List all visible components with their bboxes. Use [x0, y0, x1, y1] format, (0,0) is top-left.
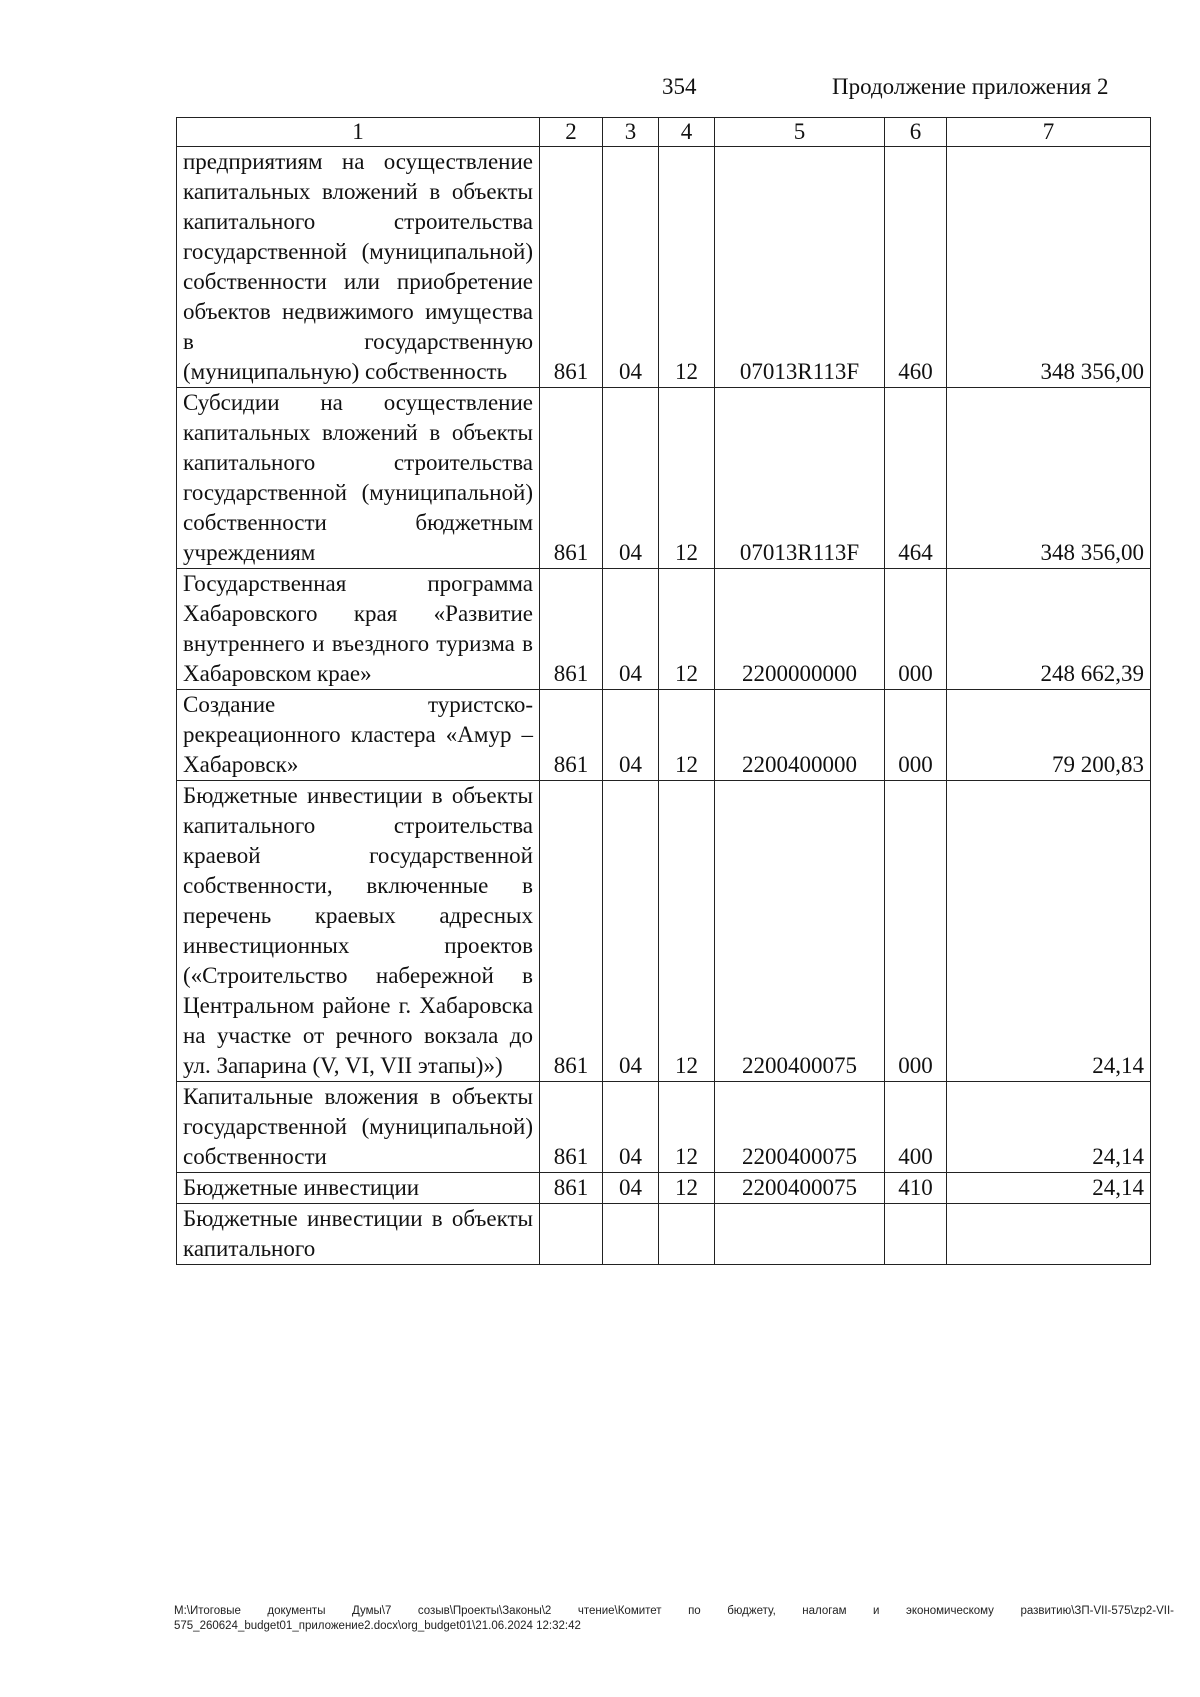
column-header: 5	[715, 118, 885, 147]
row-code-2: 861	[540, 781, 603, 1082]
row-code-5: 2200400000	[715, 690, 885, 781]
row-code-3	[603, 1204, 659, 1265]
row-code-6: 000	[885, 569, 947, 690]
row-code-5	[715, 1204, 885, 1265]
row-code-3: 04	[603, 1173, 659, 1204]
row-code-5: 2200400075	[715, 781, 885, 1082]
row-code-5: 2200400075	[715, 1082, 885, 1173]
row-code-6	[885, 1204, 947, 1265]
row-code-4	[659, 1204, 715, 1265]
row-description: предприятиям на осуществление капитальных вложений в объекты капитального строительства государственной (муниципальной) собственности или приобретение объектов недвижимого имущества в государственную (муниципальную) собственность	[177, 147, 540, 388]
column-header: 1	[177, 118, 540, 147]
table-row	[177, 569, 1151, 690]
row-amount: 348 356,00	[947, 147, 1151, 388]
table-row	[177, 147, 1151, 388]
row-code-5: 07013R113F	[715, 147, 885, 388]
row-code-2: 861	[540, 388, 603, 569]
row-code-6: 000	[885, 690, 947, 781]
row-description: Бюджетные инвестиции	[177, 1173, 540, 1204]
column-header: 2	[540, 118, 603, 147]
budget-table	[176, 117, 1151, 1265]
table-row	[177, 1082, 1151, 1173]
row-code-4: 12	[659, 1082, 715, 1173]
row-code-6: 400	[885, 1082, 947, 1173]
row-description: Бюджетные инвестиции в объекты капитального строительства краевой государственной собственности, включенные в перечень краевых адресных инвестиционных проектов («Строительство набережной в Центральном районе г. Хабаровска на участке от речного вокзала до ул. Запарина (V, VI, VII этапы)»)	[177, 781, 540, 1082]
row-code-3: 04	[603, 690, 659, 781]
row-code-6: 464	[885, 388, 947, 569]
row-code-4: 12	[659, 569, 715, 690]
row-code-4: 12	[659, 1173, 715, 1204]
row-code-5: 2200400075	[715, 1173, 885, 1204]
page-number: 354	[662, 74, 697, 99]
row-description: Создание туристско-рекреационного кластера «Амур – Хабаровск»	[177, 690, 540, 781]
table-row	[177, 1173, 1151, 1204]
row-code-3: 04	[603, 569, 659, 690]
row-code-4: 12	[659, 147, 715, 388]
row-code-6: 410	[885, 1173, 947, 1204]
column-header: 7	[947, 118, 1151, 147]
row-code-5: 2200000000	[715, 569, 885, 690]
row-amount	[947, 1204, 1151, 1265]
column-header: 4	[659, 118, 715, 147]
row-amount: 24,14	[947, 781, 1151, 1082]
row-code-3: 04	[603, 147, 659, 388]
row-code-3: 04	[603, 388, 659, 569]
table-row	[177, 388, 1151, 569]
continuation-title: Продолжение приложения 2	[832, 74, 1109, 99]
row-description: Капитальные вложения в объекты государственной (муниципальной) собственности	[177, 1082, 540, 1173]
row-code-2: 861	[540, 1082, 603, 1173]
file-path-footer: M:\Итоговые документы Думы\7 созыв\Проекты\Законы\2 чтение\Комитет по бюджету, налогам и экономическому развитию\ЗП-VII-575\zp2-VII-575_260624_budget01_приложение2.docx\org_budget01\21.06.2024 12:32:42	[174, 1605, 1174, 1632]
column-header: 6	[885, 118, 947, 147]
column-header-row	[177, 118, 1151, 147]
row-code-2	[540, 1204, 603, 1265]
row-code-2: 861	[540, 690, 603, 781]
row-amount: 79 200,83	[947, 690, 1151, 781]
row-code-3: 04	[603, 1082, 659, 1173]
row-code-3: 04	[603, 781, 659, 1082]
column-header: 3	[603, 118, 659, 147]
row-description: Субсидии на осуществление капитальных вложений в объекты капитального строительства государственной (муниципальной) собственности бюджетным учреждениям	[177, 388, 540, 569]
table-row	[177, 1204, 1151, 1265]
row-amount: 24,14	[947, 1173, 1151, 1204]
row-code-2: 861	[540, 1173, 603, 1204]
row-code-4: 12	[659, 388, 715, 569]
row-code-4: 12	[659, 781, 715, 1082]
table-row	[177, 690, 1151, 781]
row-amount: 348 356,00	[947, 388, 1151, 569]
row-amount: 248 662,39	[947, 569, 1151, 690]
row-code-2: 861	[540, 569, 603, 690]
row-code-4: 12	[659, 690, 715, 781]
row-code-2: 861	[540, 147, 603, 388]
row-description: Бюджетные инвестиции в объекты капитального	[177, 1204, 540, 1265]
row-amount: 24,14	[947, 1082, 1151, 1173]
row-code-5: 07013R113F	[715, 388, 885, 569]
row-code-6: 460	[885, 147, 947, 388]
row-description: Государственная программа Хабаровского края «Развитие внутреннего и въездного туризма в Хабаровском крае»	[177, 569, 540, 690]
row-code-6: 000	[885, 781, 947, 1082]
table-row	[177, 781, 1151, 1082]
